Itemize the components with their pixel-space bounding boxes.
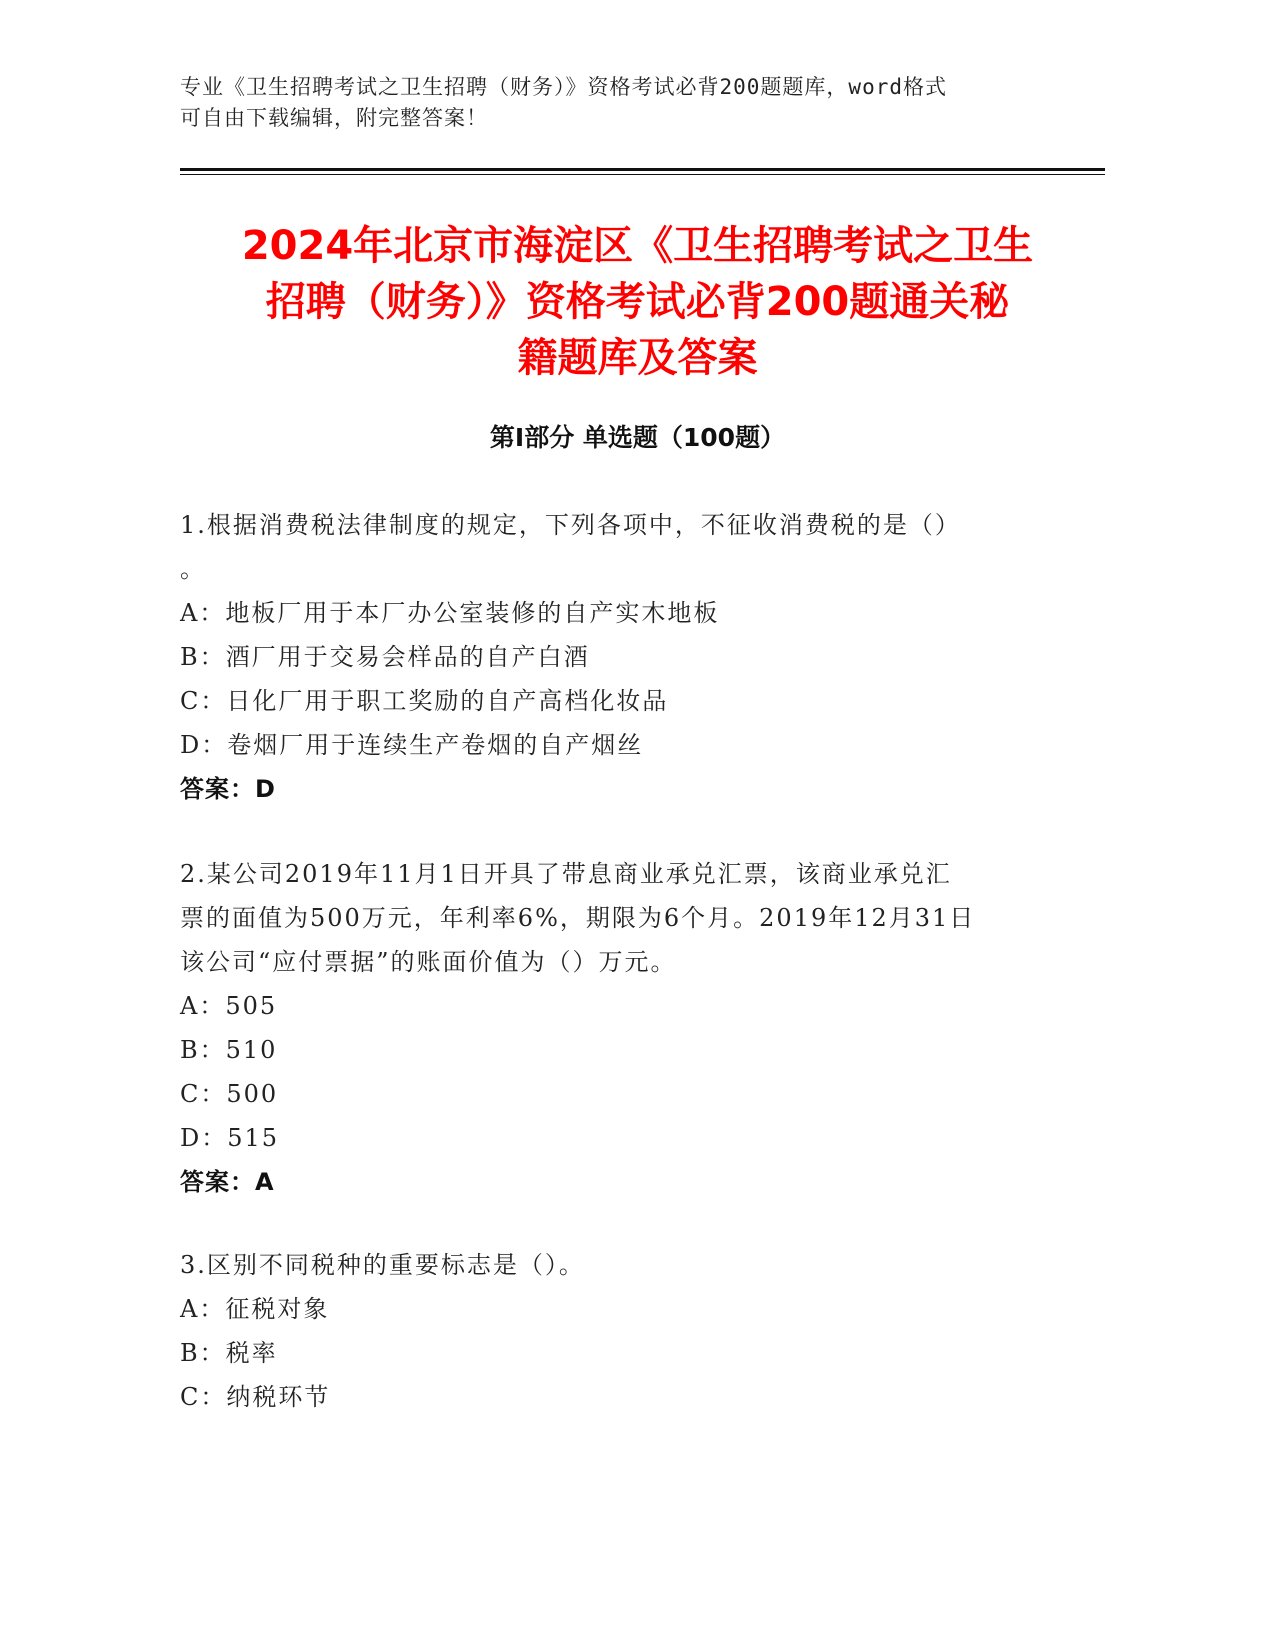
- answer: 答案：A: [180, 1168, 275, 1196]
- answer: 答案：D: [180, 775, 276, 803]
- header-divider-thin: [180, 174, 1105, 175]
- section-heading: 第Ⅰ部分 单选题（100题）: [489, 423, 786, 452]
- option-c: C：纳税环节: [180, 1383, 331, 1411]
- question-text-line: 3.区别不同税种的重要标志是（）。: [180, 1251, 585, 1279]
- option-a: A：地板厂用于本厂办公室装修的自产实木地板: [180, 599, 720, 627]
- option-a: A：505: [180, 992, 278, 1020]
- header-note-line: 可自由下载编辑，附完整答案！: [180, 106, 488, 130]
- option-d: D：卷烟厂用于连续生产卷烟的自产烟丝: [180, 731, 644, 759]
- option-d: D：515: [180, 1124, 280, 1152]
- option-b: B：税率: [180, 1339, 278, 1367]
- question-text-line: 1.根据消费税法律制度的规定，下列各项中，不征收消费税的是（）: [180, 511, 961, 539]
- question-text-line: 票的面值为500万元，年利率6%，期限为6个月。2019年12月31日: [180, 904, 976, 932]
- title-line: 招聘（财务）》资格考试必背200题通关秘: [265, 279, 1010, 325]
- header-note: [180, 72, 1060, 134]
- option-b: B：酒厂用于交易会样品的自产白酒: [180, 643, 590, 671]
- question-3: [180, 1243, 585, 1419]
- header-divider-thick: [180, 168, 1105, 171]
- header-note-line: 专业《卫生招聘考试之卫生招聘（财务）》资格考试必背200题题库，word格式: [180, 75, 947, 99]
- question-text-line: 。: [180, 555, 206, 583]
- question-1: [180, 503, 961, 811]
- option-a: A：征税对象: [180, 1295, 330, 1323]
- option-c: C：日化厂用于职工奖励的自产高档化妆品: [180, 687, 669, 715]
- option-b: B：510: [180, 1036, 278, 1064]
- title-line: 2024年北京市海淀区《卫生招聘考试之卫生: [241, 223, 1034, 269]
- question-text-line: 2.某公司2019年11月1日开具了带息商业承兑汇票，该商业承兑汇: [180, 860, 952, 888]
- question-text-line: 该公司“应付票据”的账面价值为（）万元。: [180, 948, 677, 976]
- question-2: [180, 852, 975, 1204]
- option-c: C：500: [180, 1080, 279, 1108]
- title-line: 籍题库及答案: [517, 335, 758, 381]
- document-title: [140, 218, 1135, 386]
